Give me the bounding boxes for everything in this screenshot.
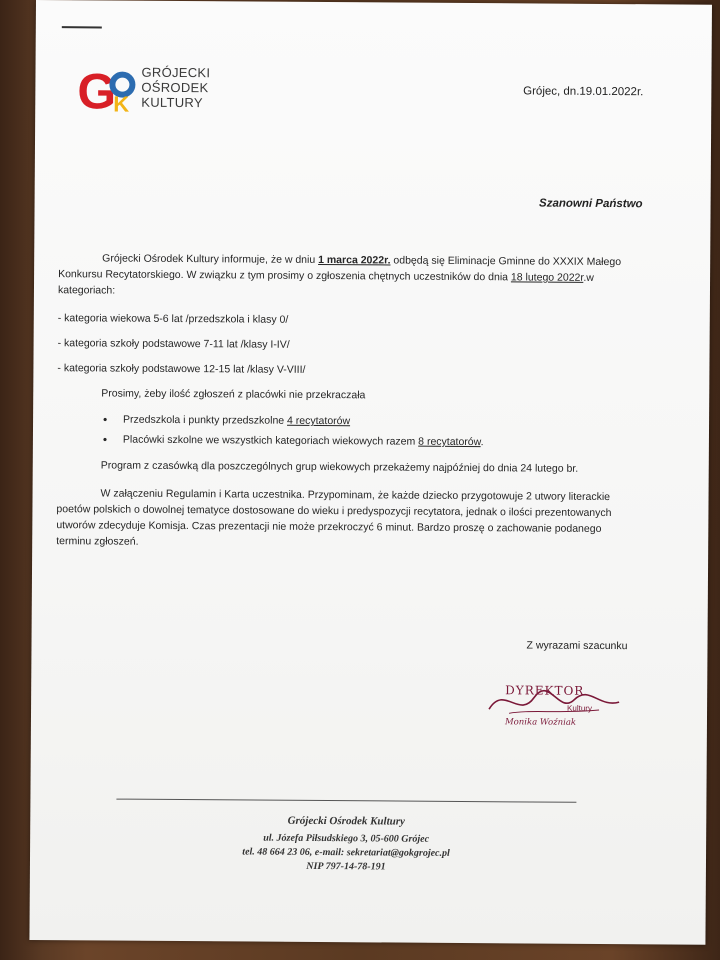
category-2: - kategoria szkoły podstawowe 7-11 lat /klasy I-IV/ bbox=[57, 337, 290, 351]
schools-text: Placówki szkolne we wszystkich kategoriach wiekowych razem bbox=[122, 433, 419, 448]
limit-list bbox=[101, 411, 637, 451]
salutation: Szanowni Państwo bbox=[539, 197, 643, 211]
category-3: - kategoria szkoły podstawowe 12-15 lat /klasy V-VIII/ bbox=[57, 362, 306, 376]
event-date: 1 marca 2022r. bbox=[318, 253, 391, 267]
intro-text-3: .w kategoriach: bbox=[57, 271, 594, 297]
category-1: - kategoria wiekowa 5-6 lat /przedszkola i klasy 0/ bbox=[57, 312, 289, 326]
deadline-date: 18 lutego 2022r bbox=[510, 271, 584, 284]
pen-mark bbox=[62, 26, 102, 28]
limit-schools bbox=[101, 431, 637, 451]
limit-intro: Prosimy, żeby ilość zgłoszeń z placówki nie przekraczała bbox=[101, 387, 366, 402]
footer-org: Grójecki Ośrodek Kultury bbox=[287, 814, 405, 828]
limit-preschool bbox=[101, 411, 637, 431]
intro-paragraph bbox=[58, 250, 638, 302]
signature-stamp: DYREKTOR bbox=[505, 683, 585, 698]
logo-line-3: KULTURY bbox=[141, 94, 203, 111]
footer-address: ul. Józefa Piłsudskiego 3, 05-600 Grójec bbox=[263, 832, 430, 845]
logo-line-1: GRÓJECKI bbox=[141, 64, 211, 81]
schools-end: . bbox=[480, 436, 484, 449]
place-date: Grójec, dn.19.01.2022r. bbox=[523, 85, 644, 99]
logo-line-2: OŚRODEK bbox=[141, 79, 209, 96]
logo-k-letter: K bbox=[113, 91, 130, 117]
signature-org: Kultury bbox=[567, 703, 593, 713]
schools-count: 8 recytatorów bbox=[418, 435, 481, 449]
intro-text-2: odbędą się Eliminacje Gminne do XXXIX Małego Konkursu Recytatorskiego. W związku z tym prosimy o zgłoszenia chętnych uczestników do dnia bbox=[58, 254, 622, 284]
attachment-paragraph: W załączeniu Regulamin i Karta uczestnika. Przypominam, że każde dziecko przygotowuje 2 utwory literackie poetów polskich o dowolnej tematyce dostosowane do wieku i predyspozycji recytatora, jednak o ilości prezentowanych utworów zdecyduje Komisja. Czas prezentacji nie może przekroczyć 6 minut. Bardzo proszę o zachowanie podanego terminu zgłoszeń. bbox=[56, 487, 612, 548]
footer-divider bbox=[116, 799, 576, 803]
letter-body bbox=[56, 250, 638, 565]
letter-page bbox=[29, 0, 712, 945]
preschool-count: 4 recytatorów bbox=[287, 414, 351, 428]
schedule-paragraph: Program z czasówką dla poszczególnych grup wiekowych przekażemy najpóźniej do dnia 24 lutego br. bbox=[100, 459, 579, 475]
preschool-text: Przedszkola i punkty przedszkolne bbox=[123, 413, 288, 427]
footer bbox=[116, 813, 576, 876]
logo-g-letter: G bbox=[77, 63, 117, 120]
signature-name: Monika Woźniak bbox=[504, 717, 577, 728]
closing-text: Z wyrazami szacunku bbox=[526, 639, 628, 653]
intro-text-1: Grójecki Ośrodek Kultury informuje, że w dniu bbox=[102, 252, 319, 266]
logo-text bbox=[141, 65, 210, 110]
footer-contact: tel. 48 664 23 06, e-mail: sekretariat@gokgrojec.pl bbox=[242, 846, 450, 859]
footer-nip: NIP 797-14-78-191 bbox=[306, 860, 386, 873]
